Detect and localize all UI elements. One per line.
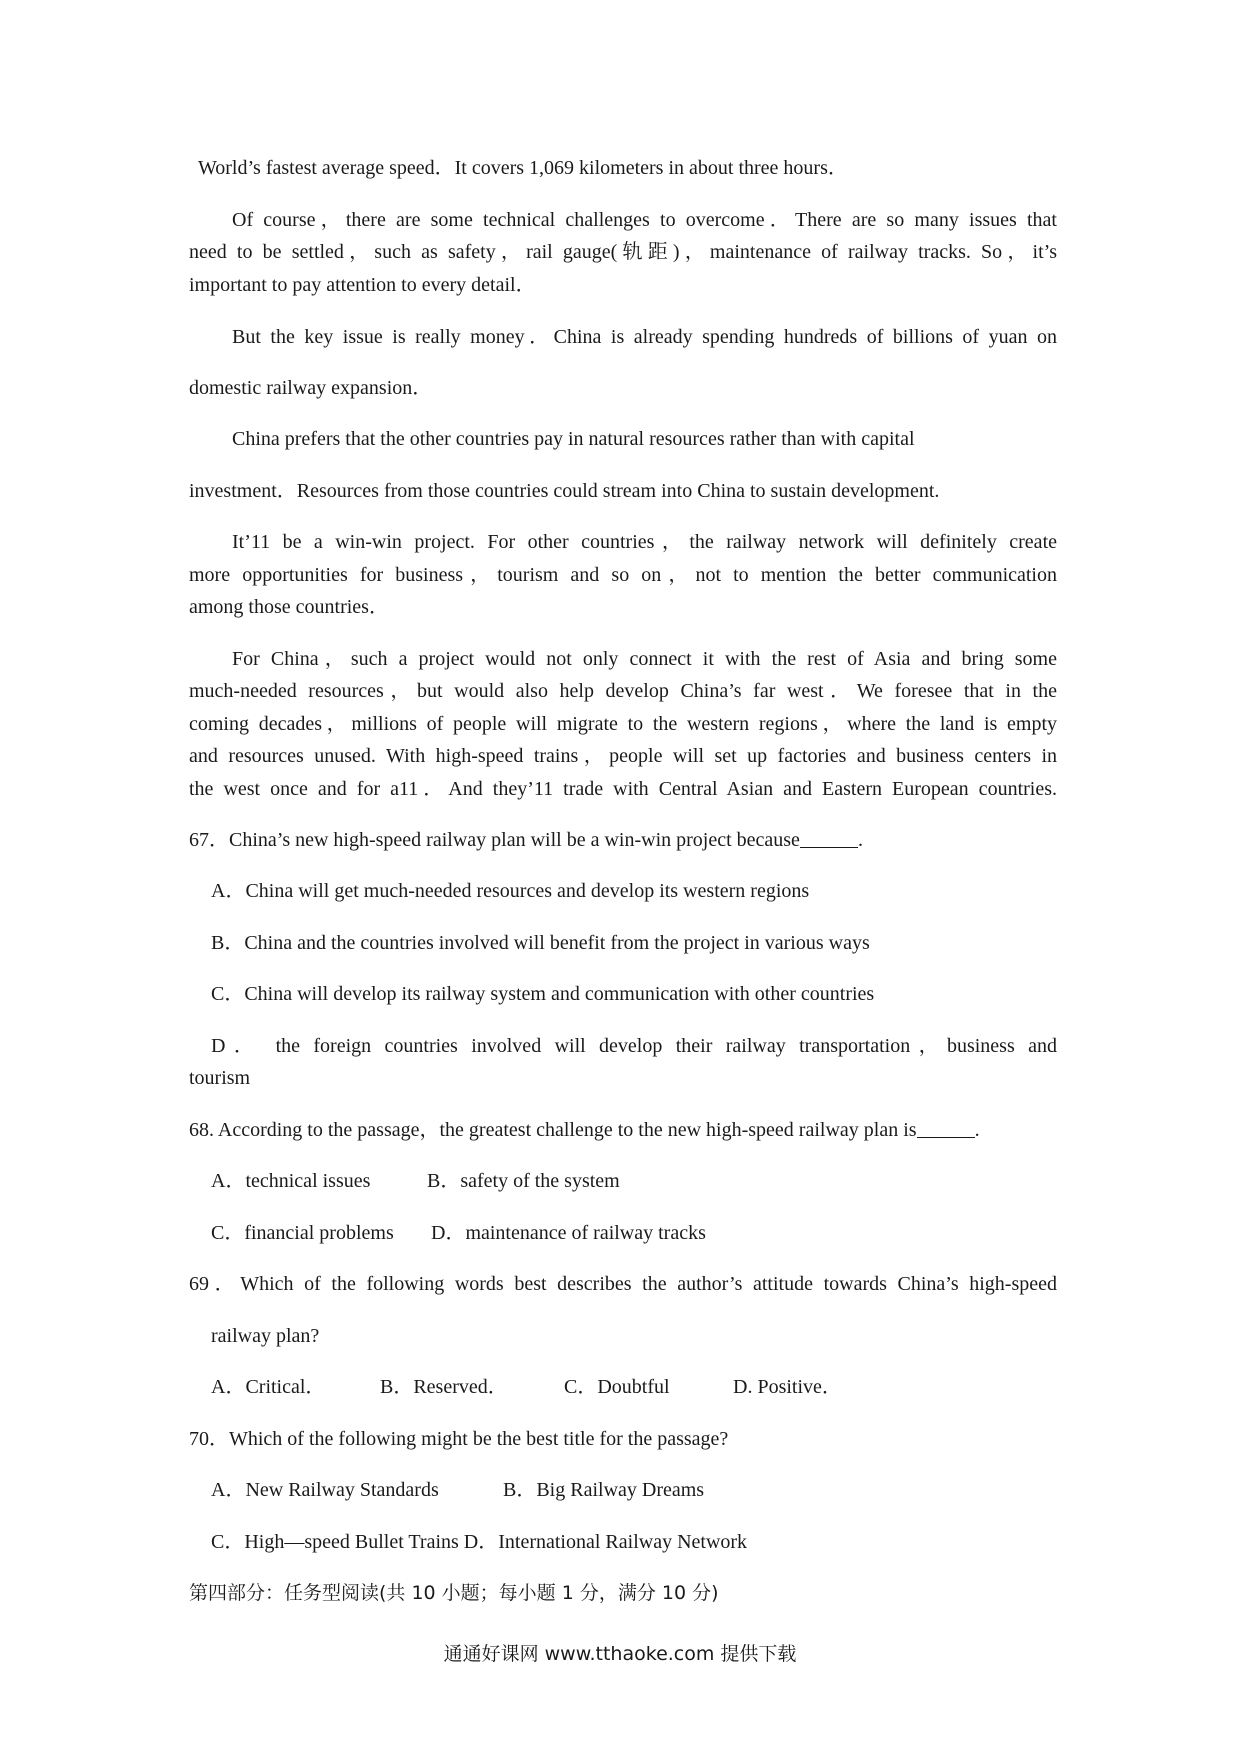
passage-line: need to be settled，such as safety，rail gauge(轨距)，maintenance of railway tracks. So，it’s (189, 241, 1057, 263)
passage-line: among those countries． (189, 596, 389, 618)
question-stem-text: 67．China’s new high-speed railway plan will be a win-win project because (189, 829, 800, 851)
question-67-stem (189, 826, 863, 854)
question-stem-end: . (974, 1119, 980, 1141)
passage-line: domestic railway expansion． (189, 377, 433, 399)
question-stem-end: . (857, 829, 863, 851)
page-footer: 通通好课网 www.tthaoke.com 提供下载 (443, 1643, 797, 1665)
question-69-stem: 69．Which of the following words best describes the author’s attitude towards China’s high-speed (189, 1273, 1057, 1295)
answer-blank (800, 827, 858, 848)
option-a: A．New Railway Standards (211, 1479, 439, 1501)
option-d: D．maintenance of railway tracks (431, 1222, 706, 1244)
option-d-continued: tourism (189, 1067, 251, 1089)
question-68-stem (189, 1116, 980, 1144)
section-four-heading: 第四部分：任务型阅读(共 10 小题；每小题 1 分，满分 10 分) (189, 1582, 719, 1604)
passage-line: But the key issue is really money．China is already spending hundreds of billions of yuan on (232, 326, 1057, 348)
option-c-d: C．High—speed Bullet Trains D．International Railway Network (211, 1531, 748, 1553)
passage-line: It’11 be a win-win project. For other countries，the railway network will definitely create (232, 531, 1057, 553)
passage-line: investment．Resources from those countries could stream into China to sustain development. (189, 480, 940, 502)
option-d: D． the foreign countries involved will develop their railway transportation，business and (211, 1035, 1057, 1057)
passage-line: much-needed resources，but would also help develop China’s far west．We foresee that in the (189, 680, 1057, 702)
option-c: C．Doubtful (564, 1376, 670, 1398)
passage-line: and resources unused. With high-speed trains，people will set up factories and business centers in (189, 745, 1057, 767)
passage-line: more opportunities for business，tourism and so on，not to mention the better communication (189, 564, 1057, 586)
passage-line: China prefers that the other countries pay in natural resources rather than with capital (232, 428, 915, 450)
passage-line: World’s fastest average speed．It covers 1,069 kilometers in about three hours． (198, 157, 848, 179)
passage-line: coming decades，millions of people will migrate to the western regions，where the land is empty (189, 713, 1057, 735)
passage-line: important to pay attention to every detail． (189, 274, 536, 296)
question-70-stem: 70．Which of the following might be the best title for the passage? (189, 1428, 729, 1450)
passage-line: Of course，there are some technical challenges to overcome．There are so many issues that (232, 209, 1057, 231)
option-a: A．China will get much-needed resources and develop its western regions (211, 880, 810, 902)
question-69-stem-continued: railway plan? (211, 1325, 320, 1347)
option-d: D. Positive． (733, 1376, 842, 1398)
option-c: C．financial problems (211, 1222, 394, 1244)
option-c: C．China will develop its railway system and communication with other countries (211, 983, 875, 1005)
answer-blank (917, 1117, 975, 1138)
passage-line: For China，such a project would not only connect it with the rest of Asia and bring some (232, 648, 1057, 670)
option-b: B．Big Railway Dreams (503, 1479, 705, 1501)
passage-line: the west once and for a11．And they’11 trade with Central Asian and Eastern European countries. (189, 778, 1057, 800)
option-b: B．Reserved． (380, 1376, 508, 1398)
option-a: A．Critical． (211, 1376, 326, 1398)
question-stem-text: 68. According to the passage，the greatest challenge to the new high-speed railway plan is (189, 1119, 917, 1141)
option-a: A．technical issues (211, 1170, 371, 1192)
option-b: B．China and the countries involved will benefit from the project in various ways (211, 932, 870, 954)
option-b: B．safety of the system (427, 1170, 620, 1192)
